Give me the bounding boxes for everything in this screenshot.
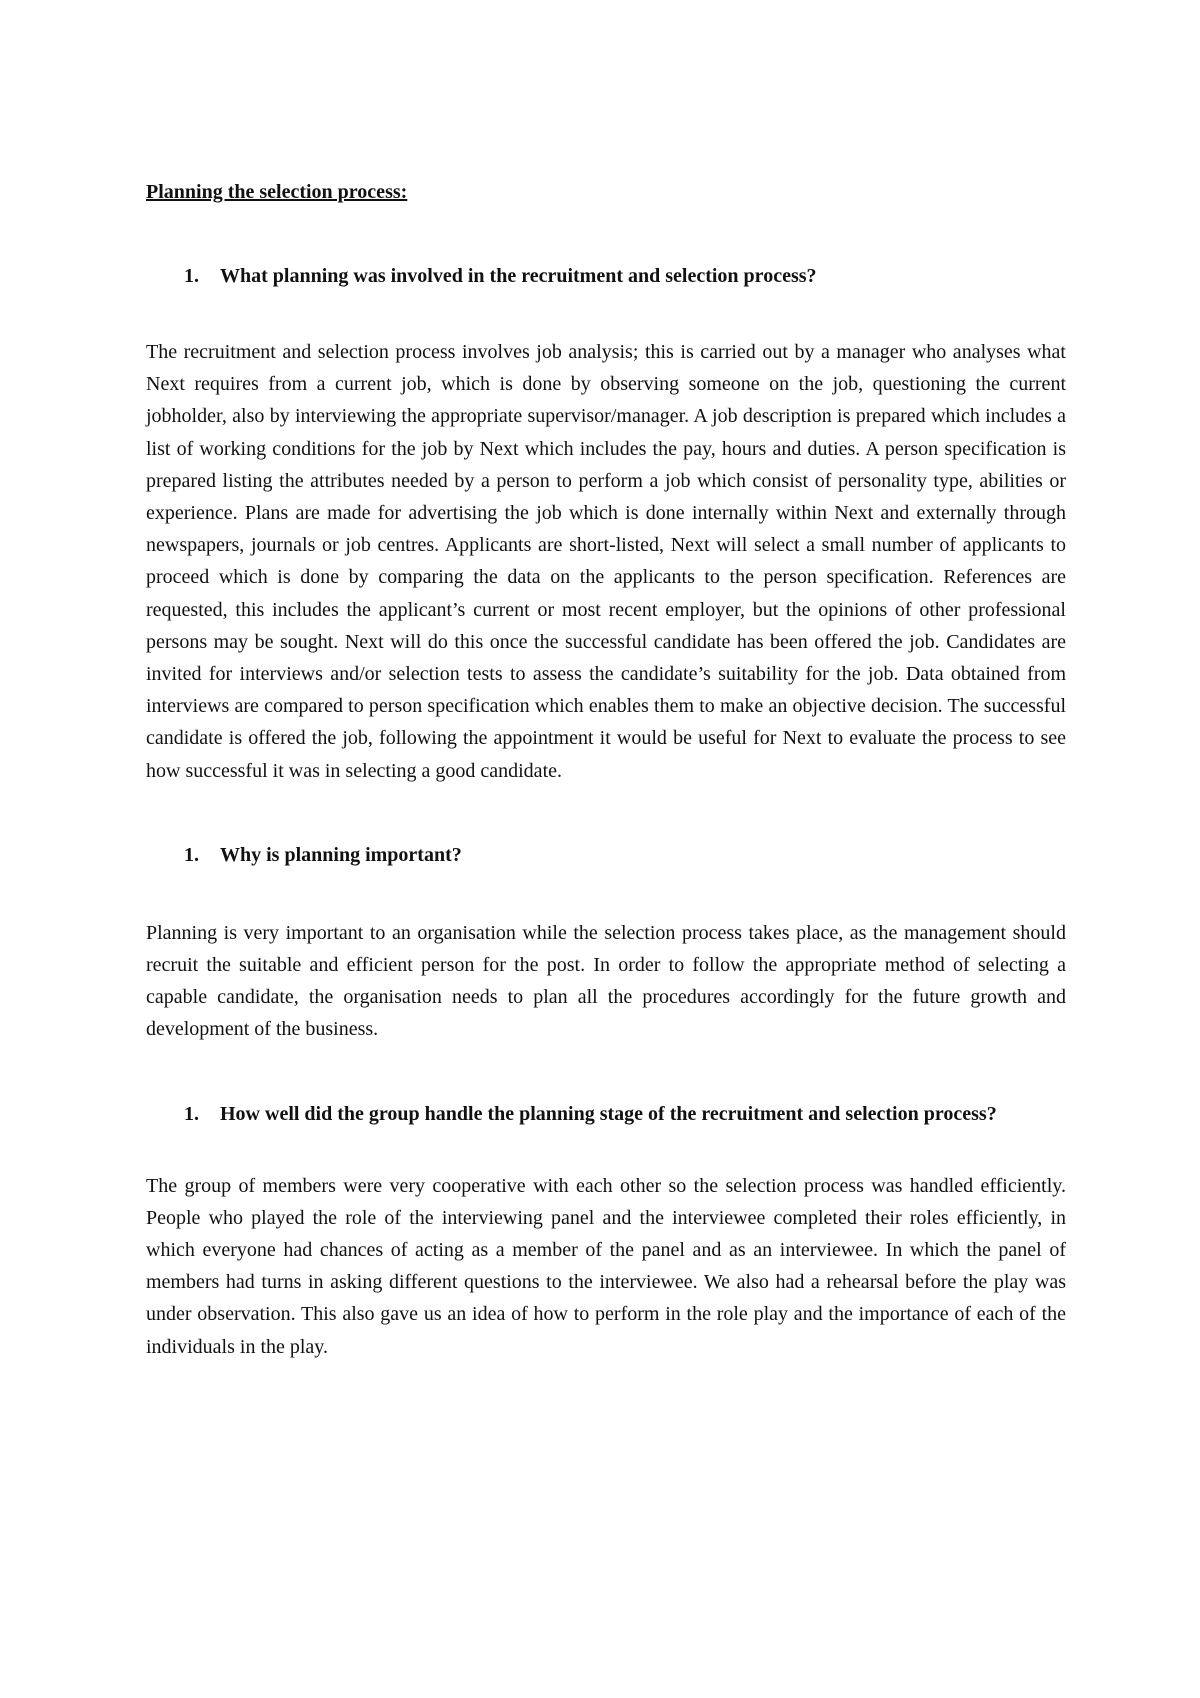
document-title: Planning the selection process:	[146, 181, 408, 203]
question-heading	[146, 260, 1066, 292]
answer-paragraph: Planning is very important to an organisation while the selection process takes place, as the management should recruit the suitable and efficient person for the post. In order to follow the appropriate method of selecting a capable candidate, the organisation needs to plan all the procedures accordingly for the future growth and development of the business.	[146, 921, 1066, 1041]
question-text: What planning was involved in the recruitment and selection process?	[220, 265, 817, 287]
question-text: Why is planning important?	[220, 843, 462, 866]
document-body	[146, 180, 1066, 1363]
question-text: How well did the group handle the planning stage of the recruitment and selection process?	[220, 1102, 997, 1125]
answer-paragraph: The group of members were very cooperative with each other so the selection process was handled efficiently. People who played the role of the interviewing panel and the interviewee completed their roles efficiently, in which everyone had chances of acting as a member of the panel and as an interviewee. In which the panel of members had turns in asking different questions to the interviewee. We also had a rehearsal before the play was under observation. This also gave us an idea of how to perform in the role play and the importance of each of the individuals in the play.	[146, 1174, 1066, 1358]
question-heading	[146, 839, 1066, 871]
question-heading	[146, 1098, 1066, 1130]
question-number: 1.	[184, 265, 199, 287]
question-number: 1.	[184, 843, 199, 866]
answer-paragraph: The recruitment and selection process involves job analysis; this is carried out by a manager who analyses what Next requires from a current job, which is done by observing someone on the job, questioning the current jobholder, also by interviewing the appropriate supervisor/manager. A job description is prepared which includes a list of working conditions for the job by Next which includes the pay, hours and duties. A person specification is prepared listing the attributes needed by a person to perform a job which consist of personality type, abilities or experience. Plans are made for advertising the job which is done internally within Next and externally through newspapers, journals or job centres. Applicants are short-listed, Next will select a small number of applicants to proceed which is done by comparing the data on the applicants to the person specification. References are requested, this includes the applicant’s current or most recent employer, but the opinions of other professional persons may be sought. Next will do this once the successful candidate has been offered the job. Candidates are invited for interviews and/or selection tests to assess the candidate’s suitability for the job. Data obtained from interviews are compared to person specification which enables them to make an objective decision. The successful candidate is offered the job, following the appointment it would be useful for Next to evaluate the process to see how successful it was in selecting a good candidate.	[146, 341, 1066, 782]
question-number: 1.	[184, 1102, 199, 1125]
